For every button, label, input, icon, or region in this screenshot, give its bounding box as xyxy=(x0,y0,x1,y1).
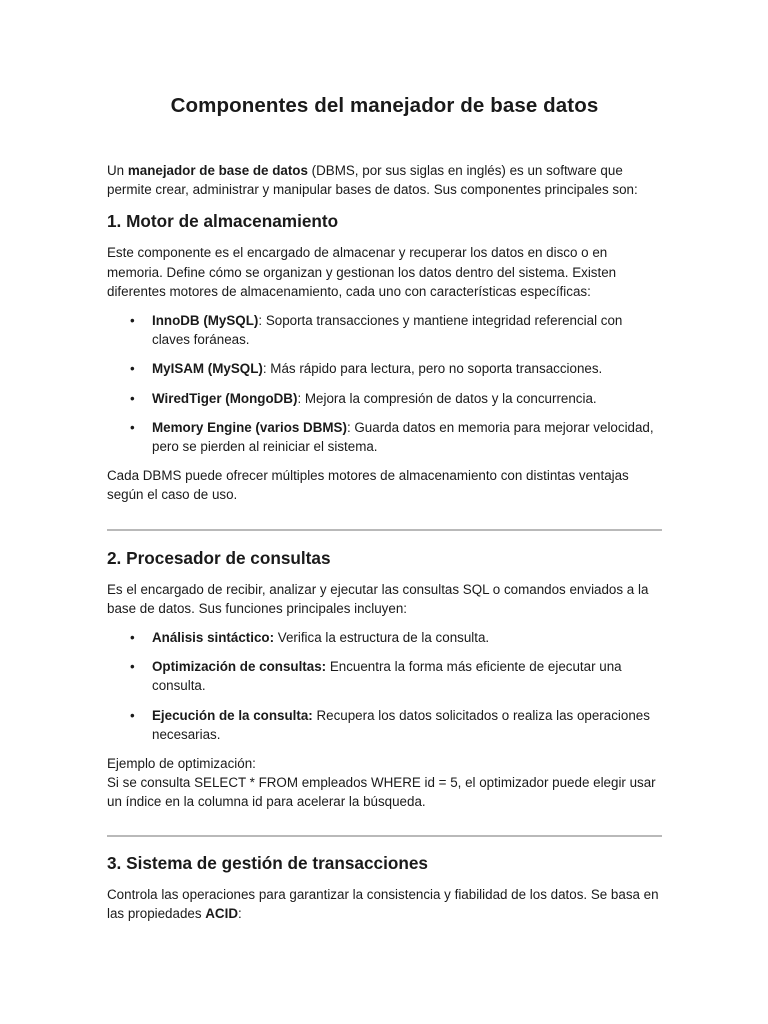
list-item xyxy=(107,389,662,408)
list-item-term: Ejecución de la consulta: xyxy=(152,707,313,723)
example-paragraph xyxy=(107,754,662,812)
bullet-icon: • xyxy=(130,659,135,675)
list-item-term: Optimización de consultas: xyxy=(152,659,327,675)
bullet-icon: • xyxy=(130,419,135,435)
section-paragraph: Es el encargado de recibir, analizar y ejecutar las consultas SQL o comandos enviados a la base de datos. Sus funciones principales incluyen: xyxy=(107,581,649,616)
section-heading-query-processor: 2. Procesador de consultas xyxy=(107,547,331,568)
storage-engine-list xyxy=(107,311,662,456)
document-title: Componentes del manejador de base datos xyxy=(170,94,599,117)
section-paragraph: Cada DBMS puede ofrecer múltiples motores de almacenamiento con distintas ventajas según el caso de uso. xyxy=(107,468,629,503)
list-item xyxy=(107,311,662,349)
list-item-text: : Mejora la compresión de datos y la concurrencia. xyxy=(297,390,597,406)
example-text: Si se consulta SELECT * FROM empleados WHERE id = 5, el optimizador puede elegir usar un índice en la columna id para acelerar la búsqueda. xyxy=(107,775,656,810)
list-item-term: Memory Engine (varios DBMS) xyxy=(152,419,347,435)
intro-paragraph xyxy=(107,161,662,199)
intro-bold-term: manejador de base de datos xyxy=(127,163,308,178)
list-item-text: : Más rápido para lectura, pero no soporta transacciones. xyxy=(262,361,603,377)
list-item-text: : Soporta transacciones y mantiene integridad referencial con claves foráneas. xyxy=(152,313,623,348)
list-item xyxy=(107,359,662,378)
bullet-icon: • xyxy=(130,707,135,723)
list-item-term: InnoDB (MySQL) xyxy=(152,313,259,329)
section-divider xyxy=(107,529,662,531)
section3-desc-suffix: : xyxy=(238,905,242,921)
section-heading-transaction-manager: 3. Sistema de gestión de transacciones xyxy=(107,852,428,873)
list-item xyxy=(107,628,662,647)
bullet-icon: • xyxy=(130,630,135,646)
query-processor-list xyxy=(107,628,662,744)
list-item-text: Encuentra la forma más eficiente de ejecutar una consulta. xyxy=(152,659,622,694)
list-item xyxy=(107,657,662,695)
intro-prefix: Un xyxy=(107,163,128,178)
list-item-term: WiredTiger (MongoDB) xyxy=(152,390,298,406)
list-item xyxy=(107,418,662,456)
example-heading: Ejemplo de optimización: xyxy=(107,756,256,772)
intro-suffix: (DBMS, por sus siglas en inglés) es un software que permite crear, administrar y manipular bases de datos. Sus componentes principales son: xyxy=(107,163,638,198)
bullet-icon: • xyxy=(130,390,135,406)
section3-desc-prefix: Controla las operaciones para garantizar la consistencia y fiabilidad de los datos. Se basa en las propiedades xyxy=(107,886,659,921)
list-item xyxy=(107,706,662,744)
list-item-text: Verifica la estructura de la consulta. xyxy=(274,630,490,646)
bullet-icon: • xyxy=(130,313,135,329)
section-divider xyxy=(107,835,662,837)
section-paragraph xyxy=(107,885,662,923)
list-item-text: Recupera los datos solicitados o realiza las operaciones necesarias. xyxy=(152,707,650,742)
list-item-term: Análisis sintáctico: xyxy=(152,630,275,646)
list-item-term: MyISAM (MySQL) xyxy=(152,361,263,377)
section-heading-storage-engine: 1. Motor de almacenamiento xyxy=(107,211,339,232)
acid-term: ACID xyxy=(205,905,238,921)
section-paragraph: Este componente es el encargado de almacenar y recuperar los datos en disco o en memoria. Define cómo se organizan y gestionan los datos dentro del sistema. Existen diferentes motores de almacenamiento, cada uno con características específicas: xyxy=(107,245,617,299)
bullet-icon: • xyxy=(130,361,135,377)
list-item-text: : Guarda datos en memoria para mejorar velocidad, pero se pierden al reiniciar el sistema. xyxy=(152,419,654,455)
